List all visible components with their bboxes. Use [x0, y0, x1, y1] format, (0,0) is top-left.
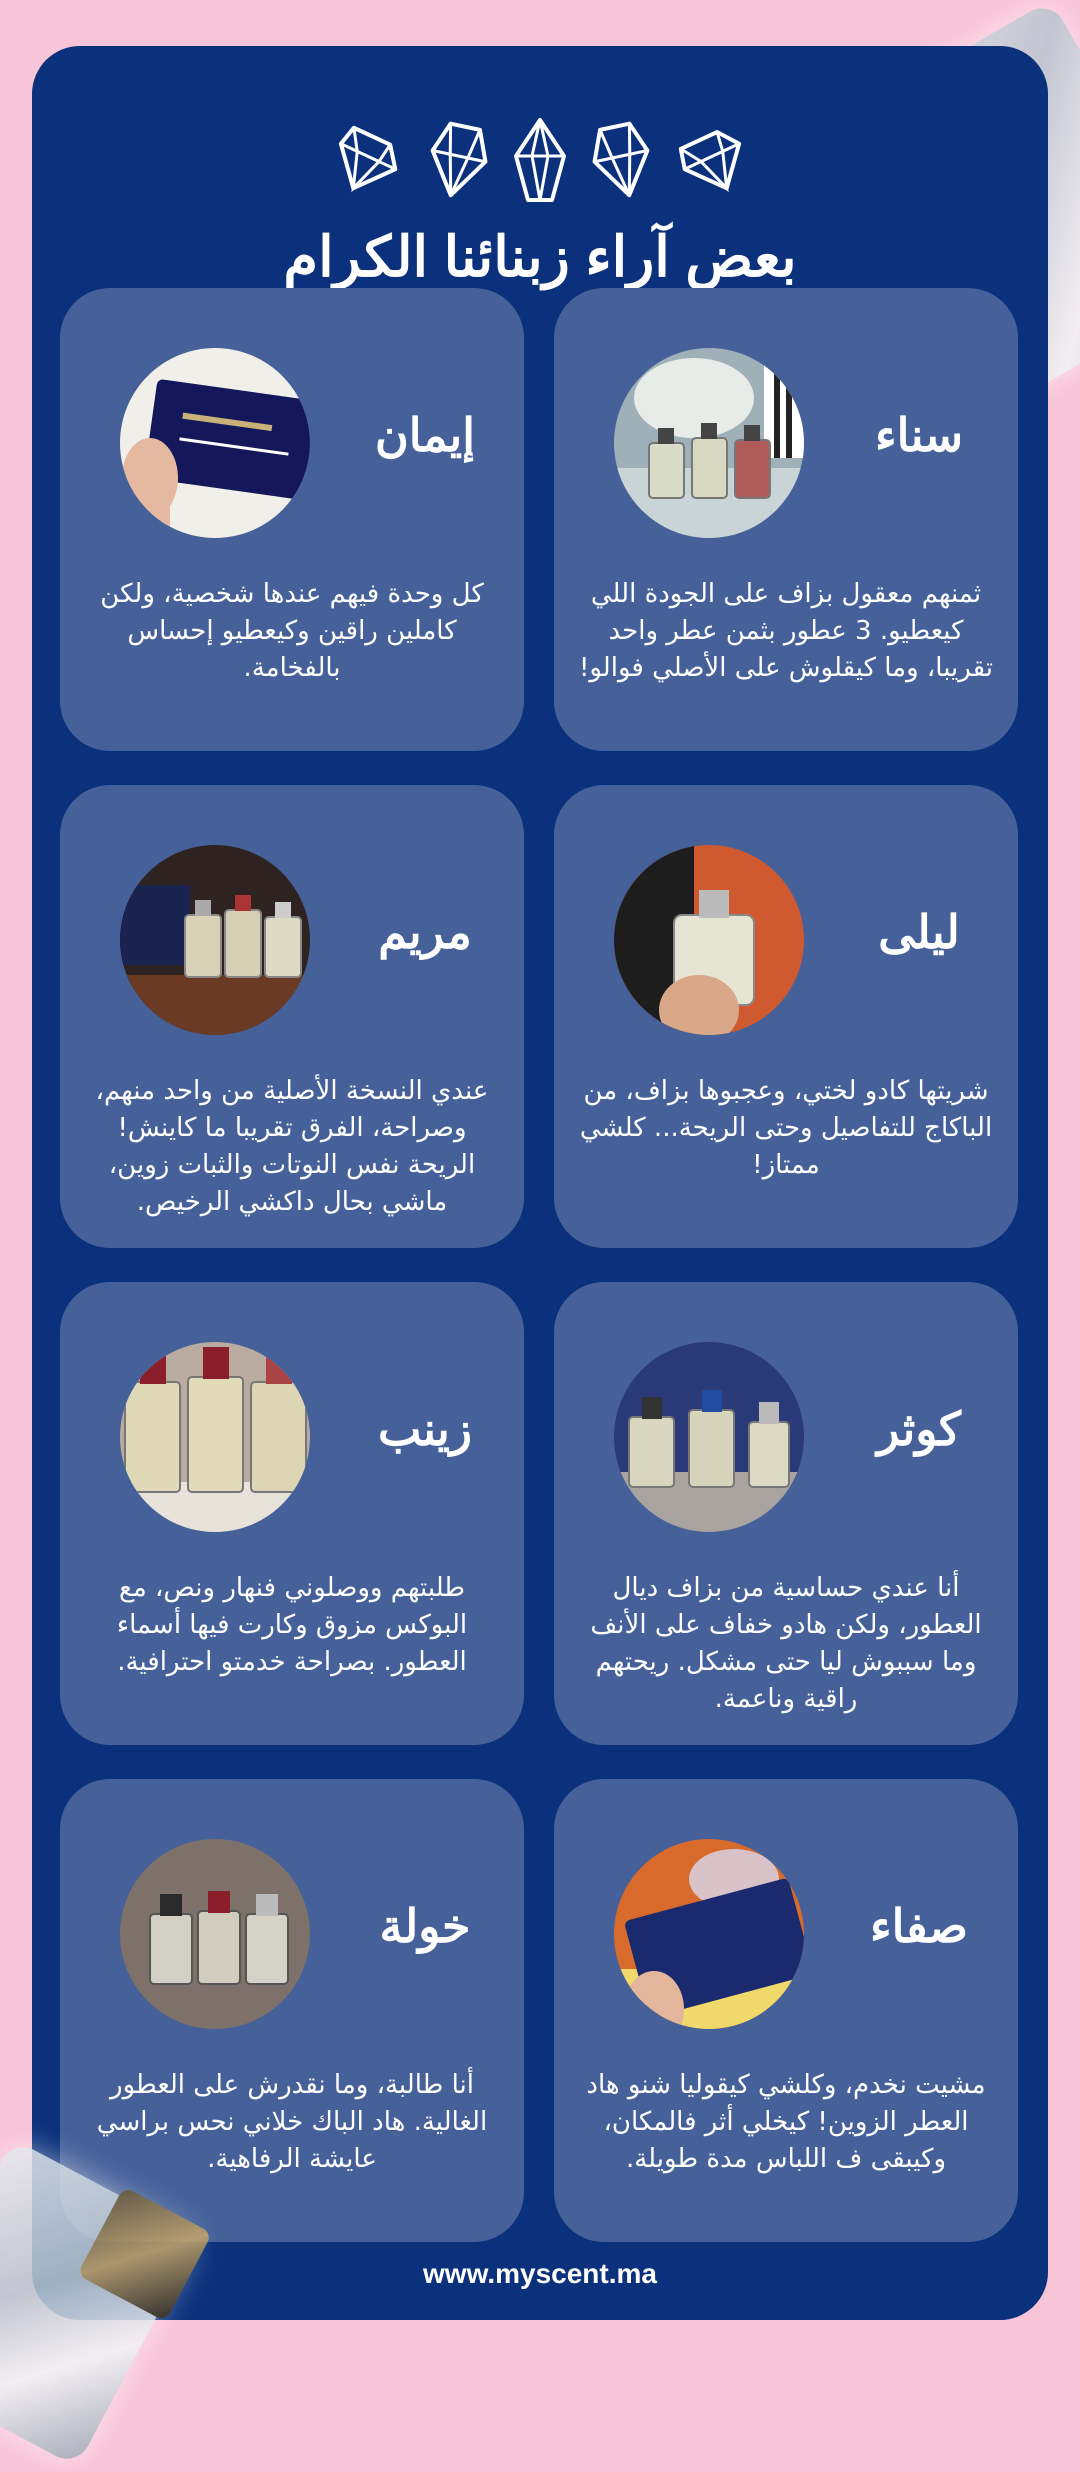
diamond-icon	[415, 115, 500, 208]
diamond-icon	[510, 116, 570, 206]
customer-name: زينب	[377, 1403, 473, 1455]
customer-photo	[614, 1342, 804, 1532]
customer-photo	[614, 1839, 804, 2029]
customer-name: إيمان	[375, 409, 475, 461]
customer-photo	[120, 1342, 310, 1532]
customer-review: كل وحدة فيهم عندها شخصية، ولكن كاملين راقين وكيعطيو إحساس بالفخامة.	[100, 579, 484, 683]
customer-review: شريتها كادو لختي، وعجبوها بزاف، من الباكاج للتفاصيل وحتى الريحة... كلشي ممتاز!	[579, 1076, 993, 1180]
customer-photo	[120, 845, 310, 1035]
testimonial-card	[60, 785, 524, 1248]
customer-photo	[614, 348, 804, 538]
diamond-icon	[580, 115, 665, 208]
testimonial-card	[554, 785, 1018, 1248]
testimonial-card	[554, 288, 1018, 751]
customer-review: عندي النسخة الأصلية من واحد منهم، وصراحة، الفرق تقريبا ما كاينش! الريحة نفس النوتات والثبات زوين، ماشي بحال داكشي الرخيص.	[95, 1076, 489, 1217]
testimonial-card	[60, 288, 524, 751]
customer-review: ثمنهم معقول بزاف على الجودة اللي كيعطيو. 3 عطور بثمن عطر واحد تقريبا، وما كيقلوش على الأصلي فوالو!	[578, 579, 994, 683]
testimonial-card	[60, 1282, 524, 1745]
customer-photo	[120, 348, 310, 538]
customer-name: خولة	[379, 1900, 471, 1952]
diamond-icon	[315, 112, 417, 209]
testimonial-card	[60, 1779, 524, 2242]
customer-name: كوثر	[877, 1403, 961, 1455]
diamond-icons-row	[32, 116, 1048, 206]
customer-review: طلبتهم ووصلوني فنهار ونص، مع البوكس مزوق وكارت فيها أسماء العطور. بصراحة خدمتو احترافية.	[116, 1573, 468, 1677]
customer-photo	[614, 845, 804, 1035]
customer-name: مريم	[378, 906, 472, 958]
testimonial-card	[554, 1282, 1018, 1745]
page-title: بعض آراء زبنائنا الكرام	[283, 225, 797, 288]
testimonials-panel	[32, 46, 1048, 2320]
testimonial-card	[554, 1779, 1018, 2242]
customer-name: صفاء	[870, 1900, 968, 1952]
customer-review: أنا طالبة، وما نقدرش على العطور الغالية. هاد الباك خلاني نحس براسي عايشة الرفاهية.	[96, 2070, 488, 2174]
customer-review: أنا عندي حساسية من بزاف ديال العطور، ولكن هادو خفاف على الأنف وما سببوش ليا حتى مشكل. ريحتهم راقية وناعمة.	[590, 1573, 982, 1714]
website-link[interactable]: www.myscent.ma	[423, 2258, 657, 2289]
diamond-icon	[663, 112, 765, 209]
customer-photo	[120, 1839, 310, 2029]
customer-name: سناء	[874, 409, 964, 461]
customer-name: ليلى	[878, 906, 960, 958]
customer-review: مشيت نخدم، وكلشي كيقوليا شنو هاد العطر الزوين! كيخلي أثر فالمكان، وكيبقى ف اللباس مدة طويلة.	[586, 2070, 986, 2174]
